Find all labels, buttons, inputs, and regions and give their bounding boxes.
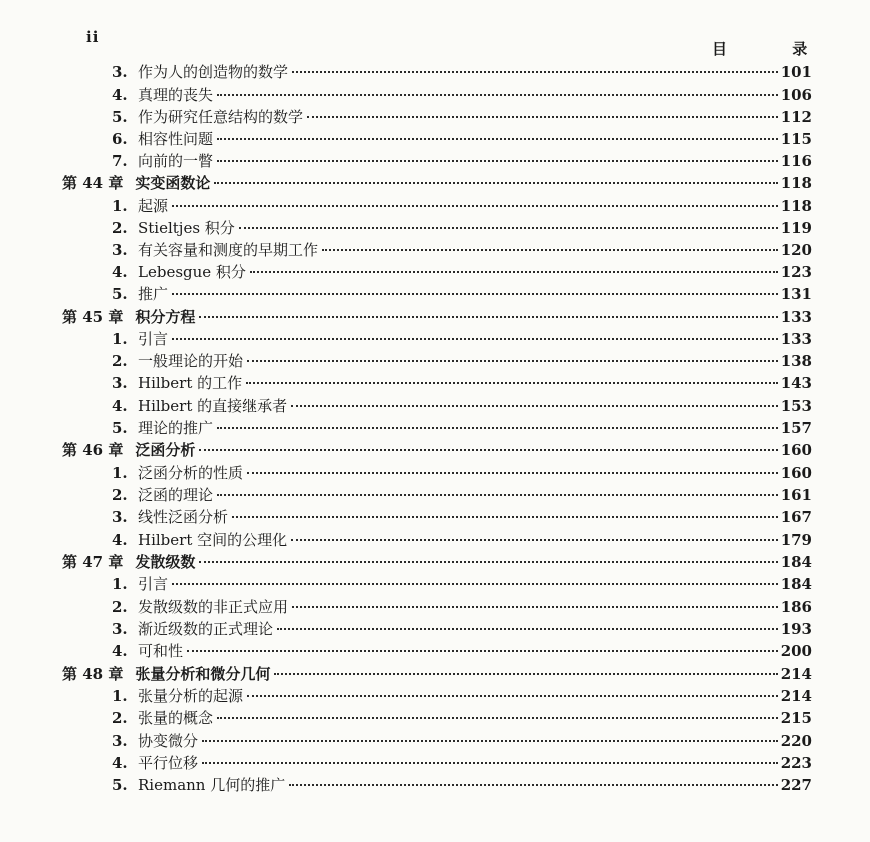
page-ref: 215 <box>780 709 812 727</box>
dot-leader <box>199 316 777 318</box>
toc-section-row <box>112 85 812 105</box>
section-number: 1. <box>112 464 128 482</box>
dot-leader <box>217 494 778 496</box>
section-number: 2. <box>112 219 128 237</box>
dot-leader <box>247 360 778 362</box>
section-title: 渐近级数的正式理论 <box>138 620 274 638</box>
page-ref: 160 <box>780 464 812 482</box>
dot-leader <box>274 673 777 675</box>
chapter-number: 第 45 章 <box>62 308 124 326</box>
section-title: 协变微分 <box>138 732 199 750</box>
page-ref: 184 <box>780 575 812 593</box>
page-ref: 227 <box>780 776 812 794</box>
section-number: 2. <box>112 486 128 504</box>
dot-leader <box>291 539 778 541</box>
page-ref: 184 <box>780 553 812 571</box>
section-number: 4. <box>112 531 128 549</box>
dot-leader <box>217 94 778 96</box>
toc-section-row <box>112 351 812 371</box>
page-ref: 157 <box>780 419 812 437</box>
dot-leader <box>291 405 778 407</box>
dot-leader <box>199 561 777 563</box>
page-ref: 112 <box>780 108 812 126</box>
section-number: 1. <box>112 197 128 215</box>
page-ref: 160 <box>780 441 812 459</box>
section-number: 4. <box>112 86 128 104</box>
dot-leader <box>246 382 778 384</box>
toc-section-row <box>112 530 812 550</box>
section-title: 平行位移 <box>138 754 199 772</box>
toc-chapter-row <box>62 552 812 572</box>
section-title: 一般理论的开始 <box>138 352 244 370</box>
section-title: 可和性 <box>138 642 184 660</box>
dot-leader <box>202 740 778 742</box>
toc-section-row <box>112 507 812 527</box>
page-ref: 193 <box>780 620 812 638</box>
section-number: 5. <box>112 285 128 303</box>
section-title: 相容性问题 <box>138 130 214 148</box>
section-number: 1. <box>112 575 128 593</box>
section-title: 真理的丧失 <box>138 86 214 104</box>
page-ref: 214 <box>780 665 812 683</box>
page-ref: 118 <box>780 197 812 215</box>
toc-section-row <box>112 218 812 238</box>
dot-leader <box>172 583 778 585</box>
dot-leader <box>239 227 778 229</box>
toc-section-row <box>112 708 812 728</box>
section-number: 3. <box>112 620 128 638</box>
dot-leader <box>292 71 778 73</box>
section-title: Hilbert 的工作 <box>138 374 243 392</box>
page-ref: 138 <box>780 352 812 370</box>
toc-section-row <box>112 129 812 149</box>
toc-section-row <box>112 418 812 438</box>
section-number: 2. <box>112 709 128 727</box>
chapter-number: 第 46 章 <box>62 441 124 459</box>
section-title: 泛函的理论 <box>138 486 214 504</box>
dot-leader <box>187 650 778 652</box>
toc-chapter-row <box>62 664 812 684</box>
section-title: 张量的概念 <box>138 709 214 727</box>
dot-leader <box>214 182 777 184</box>
dot-leader <box>232 516 778 518</box>
section-number: 7. <box>112 152 128 170</box>
section-number: 5. <box>112 108 128 126</box>
running-head: 目 录 <box>712 40 838 58</box>
section-title: 引言 <box>138 330 169 348</box>
section-number: 5. <box>112 419 128 437</box>
page-ref: 133 <box>780 330 812 348</box>
chapter-number: 第 48 章 <box>62 665 124 683</box>
section-title: 理论的推广 <box>138 419 214 437</box>
section-title: 发散级数的非正式应用 <box>138 598 289 616</box>
page-ref: 153 <box>780 397 812 415</box>
dot-leader <box>172 338 778 340</box>
section-number: 4. <box>112 754 128 772</box>
section-title: 线性泛函分析 <box>138 508 229 526</box>
toc-section-row <box>112 262 812 282</box>
section-number: 1. <box>112 330 128 348</box>
dot-leader <box>247 472 778 474</box>
chapter-title: 积分方程 <box>135 308 196 326</box>
page-ref: 131 <box>780 285 812 303</box>
toc-section-row <box>112 574 812 594</box>
page-ref: 120 <box>780 241 812 259</box>
page-ref: 115 <box>780 130 812 148</box>
dot-leader <box>250 271 778 273</box>
section-number: 1. <box>112 687 128 705</box>
section-number: 2. <box>112 352 128 370</box>
toc-section-row <box>112 775 812 795</box>
page-ref: 214 <box>780 687 812 705</box>
section-number: 4. <box>112 263 128 281</box>
section-number: 6. <box>112 130 128 148</box>
page-ref: 133 <box>780 308 812 326</box>
toc-section-row <box>112 329 812 349</box>
toc-section-row <box>112 196 812 216</box>
dot-leader <box>199 449 777 451</box>
dot-leader <box>217 717 778 719</box>
section-number: 3. <box>112 374 128 392</box>
toc-chapter-row <box>62 173 812 193</box>
page-ref: 101 <box>780 63 812 81</box>
page-ref: 186 <box>780 598 812 616</box>
page-ref: 116 <box>780 152 812 170</box>
section-title: Hilbert 空间的公理化 <box>138 531 288 549</box>
toc-section-row <box>112 396 812 416</box>
dot-leader <box>277 628 778 630</box>
toc-section-row <box>112 619 812 639</box>
section-title: 作为研究任意结构的数学 <box>138 108 304 126</box>
section-number: 4. <box>112 642 128 660</box>
toc-section-row <box>112 284 812 304</box>
chapter-title: 泛函分析 <box>135 441 196 459</box>
page-ref: 123 <box>780 263 812 281</box>
toc-section-row <box>112 151 812 171</box>
dot-leader <box>202 762 778 764</box>
section-title: 推广 <box>138 285 169 303</box>
dot-leader <box>289 784 777 786</box>
toc-section-row <box>112 686 812 706</box>
toc-section-row <box>112 62 812 82</box>
dot-leader <box>292 606 778 608</box>
dot-leader <box>217 160 778 162</box>
toc-section-row <box>112 463 812 483</box>
section-title: Hilbert 的直接继承者 <box>138 397 288 415</box>
toc-section-row <box>112 753 812 773</box>
toc-section-row <box>112 240 812 260</box>
page-ref: 179 <box>780 531 812 549</box>
page-ref: 223 <box>780 754 812 772</box>
section-number: 3. <box>112 63 128 81</box>
toc-chapter-row <box>62 307 812 327</box>
page-ref: 200 <box>780 642 812 660</box>
page-ref: 161 <box>780 486 812 504</box>
chapter-title: 发散级数 <box>135 553 196 571</box>
dot-leader <box>172 205 778 207</box>
dot-leader <box>172 293 778 295</box>
section-title: 泛函分析的性质 <box>138 464 244 482</box>
chapter-title: 实变函数论 <box>135 174 211 192</box>
toc-section-row <box>112 485 812 505</box>
page-ref: 118 <box>780 174 812 192</box>
dot-leader <box>307 116 778 118</box>
toc-section-row <box>112 641 812 661</box>
toc-section-row <box>112 597 812 617</box>
toc-section-row <box>112 731 812 751</box>
section-title: 有关容量和测度的早期工作 <box>138 241 319 259</box>
dot-leader <box>247 695 778 697</box>
page-ref: 220 <box>780 732 812 750</box>
section-number: 3. <box>112 508 128 526</box>
section-number: 3. <box>112 241 128 259</box>
section-title: Riemann 几何的推广 <box>138 776 286 794</box>
section-number: 2. <box>112 598 128 616</box>
section-title: 张量分析的起源 <box>138 687 244 705</box>
chapter-number: 第 44 章 <box>62 174 124 192</box>
page-ref: 119 <box>780 219 812 237</box>
dot-leader <box>217 427 778 429</box>
chapter-number: 第 47 章 <box>62 553 124 571</box>
page-number: ii <box>86 28 100 46</box>
section-title: Lebesgue 积分 <box>138 263 246 281</box>
section-number: 3. <box>112 732 128 750</box>
dot-leader <box>217 138 778 140</box>
page-ref: 106 <box>780 86 812 104</box>
section-title: 引言 <box>138 575 169 593</box>
page-ref: 167 <box>780 508 812 526</box>
section-title: 向前的一瞥 <box>138 152 214 170</box>
dot-leader <box>322 249 778 251</box>
chapter-title: 张量分析和微分几何 <box>135 665 271 683</box>
section-title: Stieltjes 积分 <box>138 219 235 237</box>
section-number: 5. <box>112 776 128 794</box>
toc-section-row <box>112 107 812 127</box>
section-title: 起源 <box>138 197 169 215</box>
toc-section-row <box>112 373 812 393</box>
section-number: 4. <box>112 397 128 415</box>
section-title: 作为人的创造物的数学 <box>138 63 289 81</box>
toc-chapter-row <box>62 440 812 460</box>
page-ref: 143 <box>780 374 812 392</box>
